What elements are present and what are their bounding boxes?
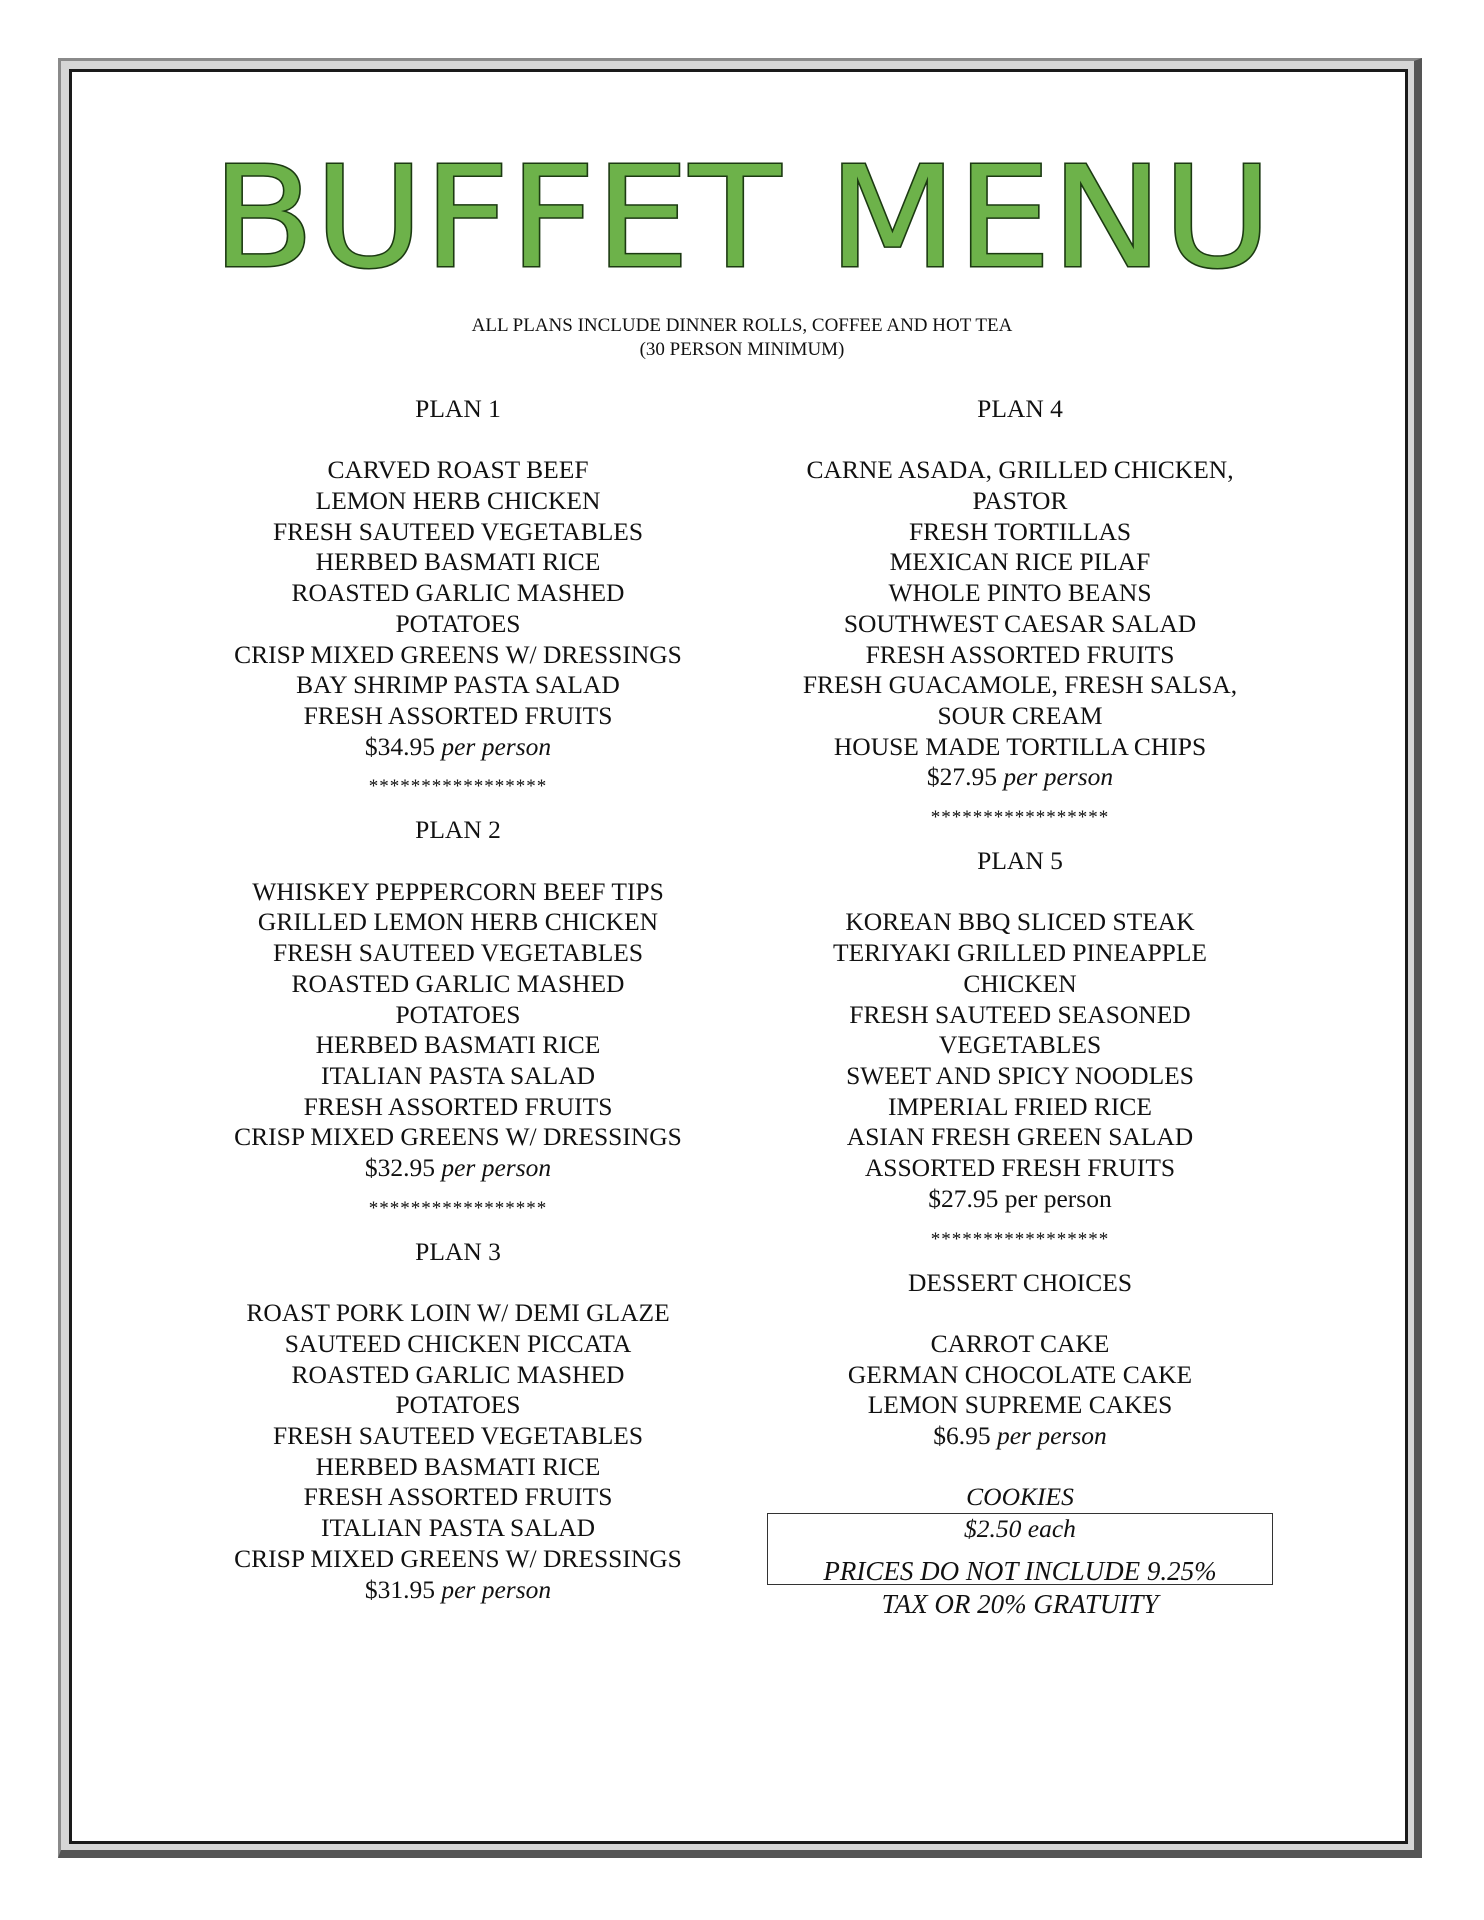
price-unit: per person: [996, 1421, 1107, 1450]
menu-item: FRESH SAUTEED SEASONED: [849, 999, 1191, 1029]
menu-item: HERBED BASMATI RICE: [315, 1030, 601, 1060]
menu-item: FRESH ASSORTED FRUITS: [303, 1482, 613, 1512]
plan-1: [178, 394, 738, 762]
menu-item: ITALIAN PASTA SALAD: [320, 1061, 596, 1090]
plan-3: [178, 1237, 738, 1605]
plan-title: PLAN 4: [977, 394, 1063, 423]
plan-items: [178, 1298, 738, 1574]
menu-item: KOREAN BBQ SLICED STEAK: [845, 907, 1195, 937]
menu-item: ROAST PORK LOIN W/ DEMI GLAZE: [246, 1298, 670, 1328]
menu-item: SOUR CREAM: [937, 701, 1103, 730]
menu-item: ASSORTED FRESH FRUITS: [864, 1153, 1176, 1183]
menu-item: CARNE ASADA, GRILLED CHICKEN,: [806, 455, 1234, 485]
price-amount: $32.95: [364, 1153, 435, 1183]
menu-item: GRILLED LEMON HERB CHICKEN: [257, 907, 659, 937]
menu-item: FRESH ASSORTED FRUITS: [303, 1091, 613, 1121]
price-unit: per person: [441, 1153, 552, 1183]
plan-price: $27.95 per person: [928, 1183, 1112, 1213]
menu-item: CRISP MIXED GREENS W/ DRESSINGS: [234, 639, 682, 669]
menu-item: FRESH TORTILLAS: [908, 516, 1132, 546]
menu-item: ITALIAN PASTA SALAD: [320, 1513, 596, 1543]
price-unit: per person: [441, 1574, 552, 1604]
price-unit: per person: [1003, 762, 1114, 792]
menu-item: CARVED ROAST BEEF: [327, 455, 589, 485]
plan-items: [740, 455, 1300, 762]
plan-title: PLAN 1: [415, 394, 501, 423]
plan-items: [740, 907, 1300, 1183]
menu-item: SOUTHWEST CAESAR SALAD: [843, 608, 1197, 638]
menu-item: CRISP MIXED GREENS W/ DRESSINGS: [234, 1122, 682, 1152]
section-separator: *****************: [930, 1228, 1110, 1250]
menu-item: WHOLE PINTO BEANS: [888, 578, 1152, 608]
menu-item: ASIAN FRESH GREEN SALAD: [846, 1122, 1194, 1152]
cookies-label: COOKIES: [966, 1482, 1074, 1512]
menu-item: SWEET AND SPICY NOODLES: [846, 1061, 1194, 1090]
intro-note: [0, 314, 1484, 362]
price-unit: per person: [441, 731, 552, 761]
menu-item: POTATOES: [395, 608, 521, 638]
dessert-title: DESSERT CHOICES: [908, 1267, 1132, 1297]
plan-5: [740, 846, 1300, 1214]
menu-item: CHICKEN: [963, 968, 1077, 998]
menu-item: FRESH SAUTEED VEGETABLES: [272, 938, 644, 968]
plan-items: [178, 877, 738, 1153]
section-separator: *****************: [368, 1197, 548, 1219]
plan-price: [178, 1575, 738, 1606]
plan-price: [178, 1153, 738, 1184]
menu-item: CRISP MIXED GREENS W/ DRESSINGS: [234, 1543, 682, 1573]
dessert-items: [740, 1329, 1300, 1421]
dessert-choices: [740, 1268, 1300, 1622]
dessert-item: GERMAN CHOCOLATE CAKE: [847, 1359, 1193, 1389]
disclaimer-line-2: TAX OR 20% GRATUITY: [881, 1589, 1159, 1620]
menu-item: FRESH ASSORTED FRUITS: [303, 701, 613, 730]
dessert-item: LEMON SUPREME CAKES: [867, 1390, 1173, 1420]
menu-item: FRESH SAUTEED VEGETABLES: [272, 516, 644, 546]
plan-title: PLAN 3: [415, 1236, 501, 1266]
price-amount: $31.95: [364, 1574, 435, 1604]
menu-item: POTATOES: [395, 1390, 521, 1420]
menu-title-graphic: [192, 150, 1292, 290]
menu-item: TERIYAKI GRILLED PINEAPPLE: [833, 938, 1207, 968]
menu-item: PASTOR: [972, 486, 1068, 516]
menu-item: VEGETABLES: [938, 1030, 1102, 1060]
right-column: [740, 394, 1300, 1621]
menu-item: POTATOES: [395, 999, 521, 1029]
menu-item: FRESH ASSORTED FRUITS: [865, 639, 1175, 669]
menu-title-text: BUFFET MENU: [212, 150, 1272, 290]
plan-items: [178, 455, 738, 731]
menu-item: HERBED BASMATI RICE: [315, 1451, 601, 1481]
menu-item: BAY SHRIMP PASTA SALAD: [296, 670, 620, 700]
menu-title: [0, 150, 1484, 290]
plan-price: [178, 732, 738, 763]
section-separator: *****************: [368, 776, 548, 798]
menu-item: FRESH SAUTEED VEGETABLES: [272, 1421, 644, 1450]
cookies-box: [767, 1513, 1273, 1585]
menu-item: LEMON HERB CHICKEN: [315, 486, 601, 516]
dessert-item: CARROT CAKE: [930, 1328, 1110, 1358]
plan-2: [178, 815, 738, 1183]
menu-item: WHISKEY PEPPERCORN BEEF TIPS: [252, 876, 664, 906]
menu-item: MEXICAN RICE PILAF: [889, 547, 1151, 577]
plan-title: PLAN 2: [415, 815, 501, 845]
dessert-price: [740, 1421, 1300, 1452]
left-column: [178, 394, 738, 1605]
plan-4: [740, 394, 1300, 793]
plan-title: PLAN 5: [977, 846, 1063, 876]
menu-item: IMPERIAL FRIED RICE: [888, 1091, 1152, 1121]
price-amount: $34.95: [364, 731, 435, 761]
menu-item: ROASTED GARLIC MASHED: [291, 968, 625, 998]
intro-line-2: (30 PERSON MINIMUM): [639, 339, 845, 360]
menu-item: HERBED BASMATI RICE: [315, 547, 601, 577]
disclaimer-line-1: PRICES DO NOT INCLUDE 9.25%: [823, 1556, 1217, 1587]
intro-line-1: ALL PLANS INCLUDE DINNER ROLLS, COFFEE AND HOT TEA: [471, 315, 1013, 336]
section-separator: *****************: [930, 807, 1110, 829]
menu-item: ROASTED GARLIC MASHED: [291, 578, 625, 608]
price-amount: $27.95: [926, 762, 997, 792]
menu-item: HOUSE MADE TORTILLA CHIPS: [833, 731, 1207, 761]
price-amount: $6.95: [933, 1421, 991, 1450]
menu-item: SAUTEED CHICKEN PICCATA: [284, 1328, 632, 1358]
menu-item: ROASTED GARLIC MASHED: [291, 1359, 625, 1389]
cookies-price: $2.50 each: [964, 1514, 1076, 1544]
menu-item: FRESH GUACAMOLE, FRESH SALSA,: [802, 670, 1238, 700]
plan-price: [740, 762, 1300, 793]
